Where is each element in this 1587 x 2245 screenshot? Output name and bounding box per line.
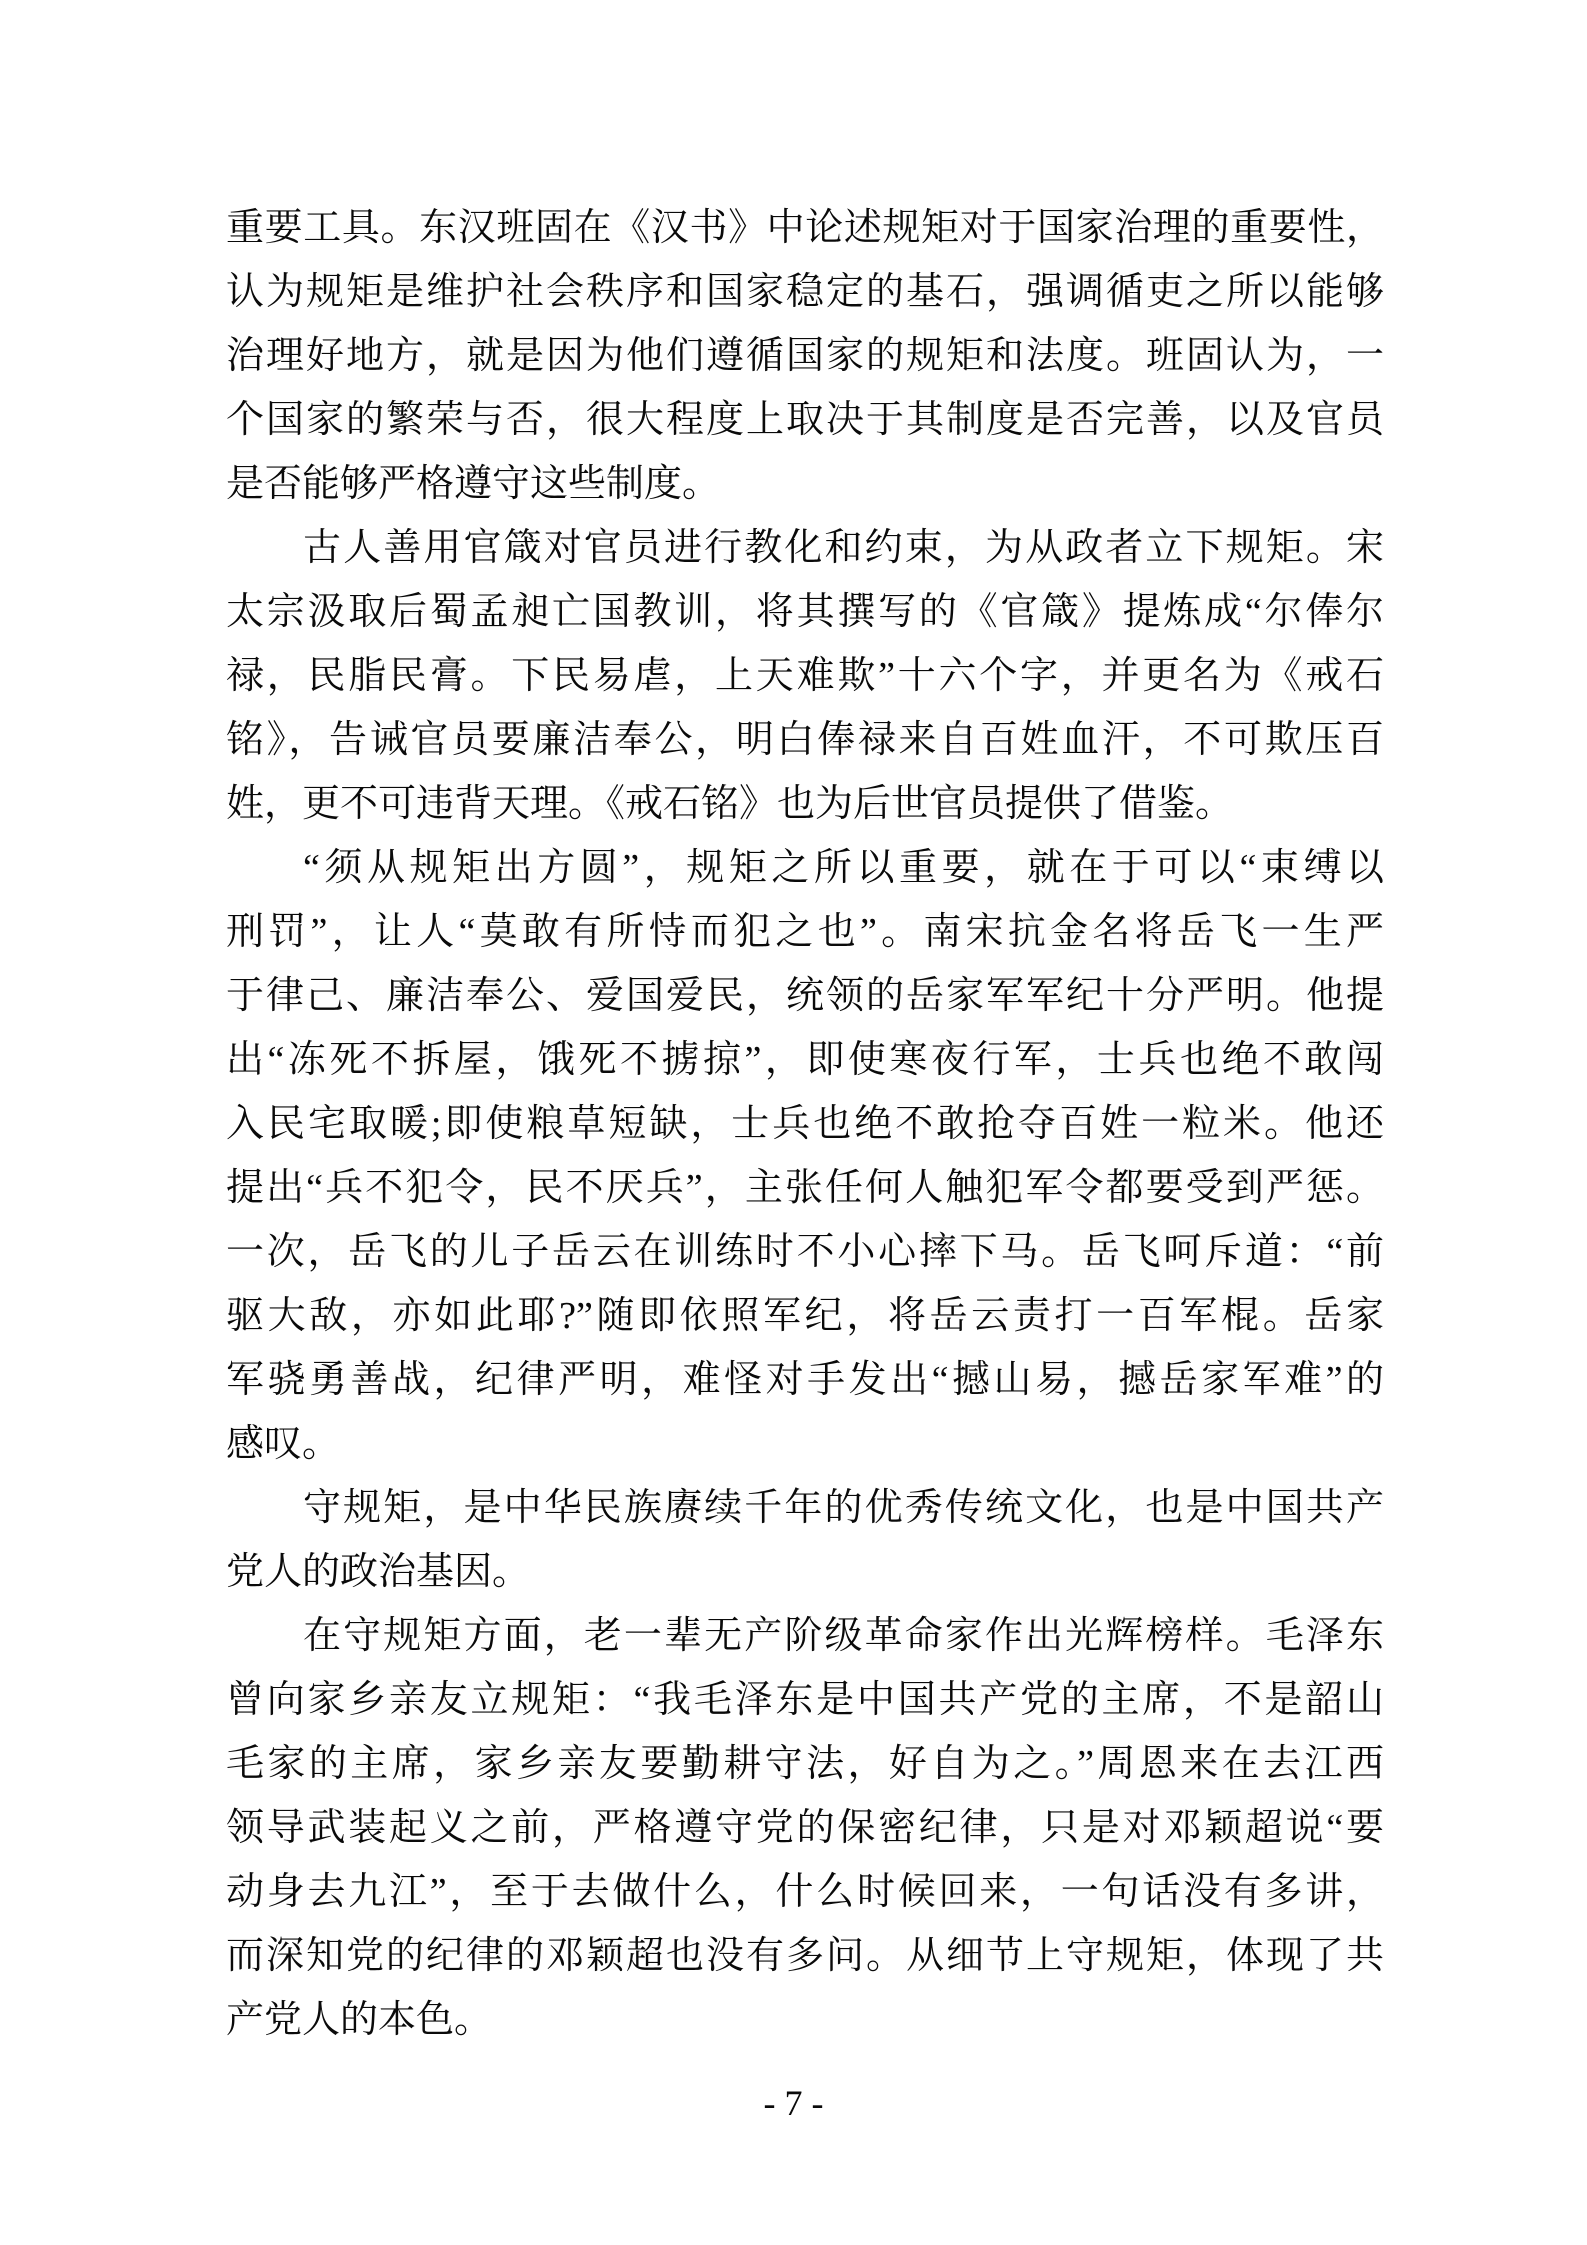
text-line: 是否能够严格遵守这些制度。 [226,463,721,505]
text-line: 太宗汲取后蜀孟昶亡国教训，将其撰写的《官箴》提炼成“尔俸尔 [226,591,1384,633]
text-line: 毛家的主席，家乡亲友要勤耕守法，好自为之。”周恩来在去江西 [226,1743,1384,1785]
text-line: 姓，更不可违背天理。《戒石铭》也为后世官员提供了借鉴。 [226,783,1234,825]
text-line: 个国家的繁荣与否，很大程度上取决于其制度是否完善，以及官员 [226,399,1384,441]
text-line: 军骁勇善战，纪律严明，难怪对手发出“撼山易，撼岳家军难”的 [226,1359,1384,1401]
text-line: 曾向家乡亲友立规矩：“我毛泽东是中国共产党的主席，不是韶山 [226,1679,1384,1721]
text-line: 铭》，告诫官员要廉洁奉公，明白俸禄来自百姓血汗，不可欺压百 [226,719,1384,761]
text-line: 刑罚”，让人“莫敢有所恃而犯之也”。南宋抗金名将岳飞一生严 [226,911,1384,953]
page-number: - 7 - [763,2083,824,2123]
text-line: 出“冻死不拆屋，饿死不掳掠”，即使寒夜行军，士兵也绝不敢闯 [226,1039,1384,1081]
text-line: 动身去九江”，至于去做什么，什么时候回来，一句话没有多讲， [226,1871,1384,1913]
text-line: 党人的政治基因。 [226,1551,531,1593]
text-line: 一次，岳飞的儿子岳云在训练时不小心摔下马。岳飞呵斥道：“前 [226,1231,1384,1273]
text-line: 守规矩，是中华民族赓续千年的优秀传统文化，也是中国共产 [303,1487,1384,1529]
text-line: 提出“兵不犯令，民不厌兵”，主张任何人触犯军令都要受到严惩。 [226,1167,1384,1209]
text-line: 产党人的本色。 [226,1999,493,2041]
text-line: 入民宅取暖;即使粮草短缺，士兵也绝不敢抢夺百姓一粒米。他还 [226,1103,1384,1145]
text-line: 禄，民脂民膏。下民易虐，上天难欺”十六个字，并更名为《戒石 [226,655,1384,697]
text-line: 驱大敌，亦如此耶?”随即依照军纪，将岳云责打一百军棍。岳家 [226,1295,1384,1337]
document-body-text [226,196,1384,2052]
text-line: 治理好地方，就是因为他们遵循国家的规矩和法度。班固认为，一 [226,335,1384,377]
text-line: 于律己、廉洁奉公、爱国爱民，统领的岳家军军纪十分严明。他提 [226,975,1384,1017]
text-line: 重要工具。东汉班固在《汉书》中论述规矩对于国家治理的重要性， [226,207,1384,249]
text-line: 在守规矩方面，老一辈无产阶级革命家作出光辉榜样。毛泽东 [303,1615,1384,1657]
text-line: 感叹。 [226,1423,341,1465]
text-line: 认为规矩是维护社会秩序和国家稳定的基石，强调循吏之所以能够 [226,271,1384,313]
text-line: 领导武装起义之前，严格遵守党的保密纪律，只是对邓颖超说“要 [226,1807,1384,1849]
text-line: 而深知党的纪律的邓颖超也没有多问。从细节上守规矩，体现了共 [226,1935,1384,1977]
text-line: 古人善用官箴对官员进行教化和约束，为从政者立下规矩。宋 [303,527,1384,569]
text-line: “须从规矩出方圆”，规矩之所以重要，就在于可以“束缚以 [303,847,1384,889]
